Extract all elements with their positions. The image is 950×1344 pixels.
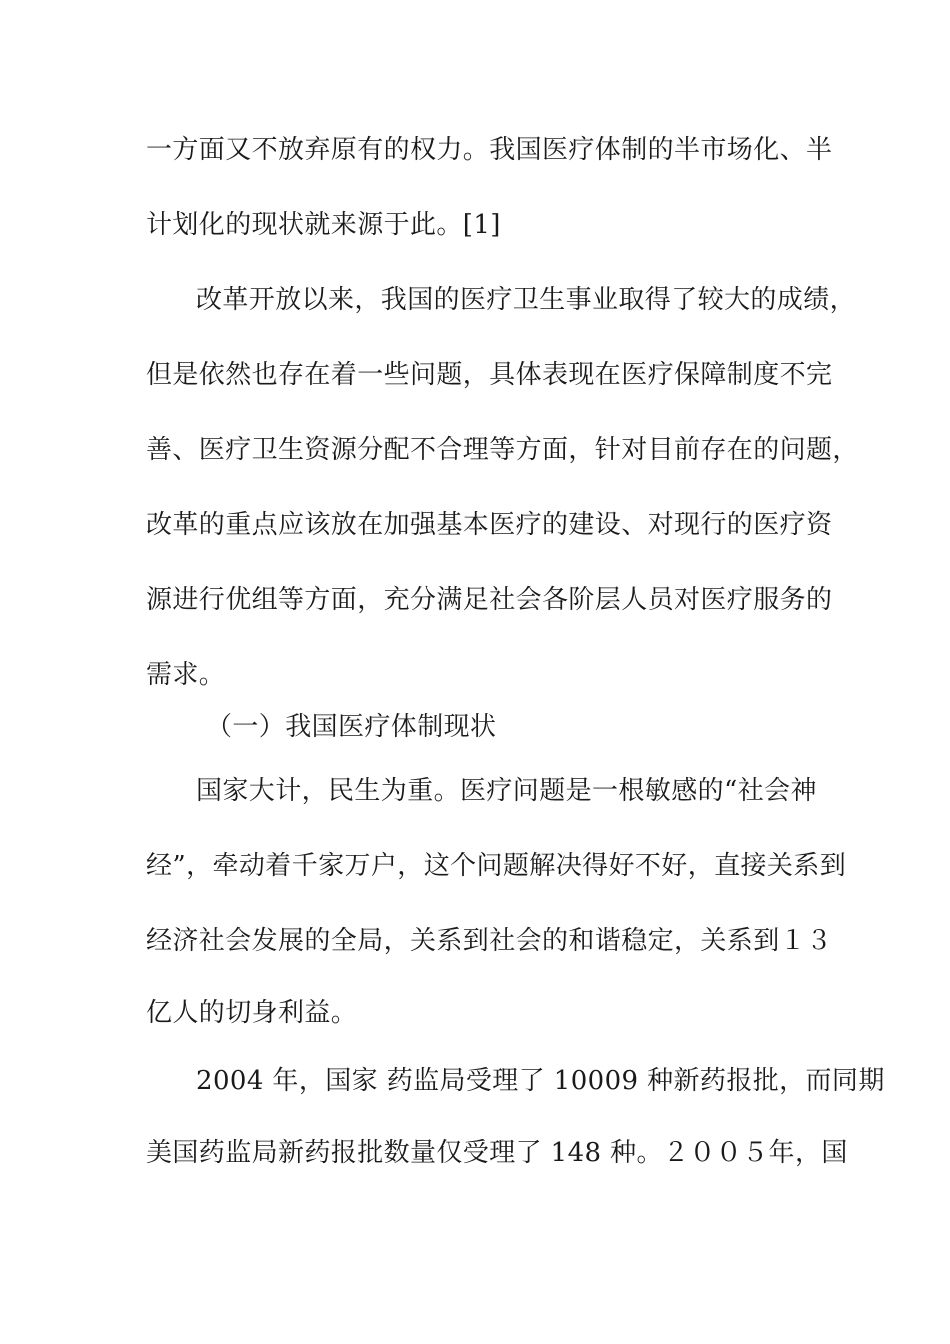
- paragraph-line: 善、医疗卫生资源分配不合理等方面，针对目前存在的问题，: [146, 435, 859, 465]
- paragraph-line: 2004 年，国家 药监局受理了 10009 种新药报批，而同期: [196, 1066, 885, 1096]
- paragraph-line: 计划化的现状就来源于此。[1]: [146, 210, 501, 240]
- paragraph-line: 但是依然也存在着一些问题，具体表现在医疗保障制度不完: [146, 360, 833, 390]
- paragraph-line: 需求。: [146, 660, 226, 690]
- paragraph-line: 改革开放以来，我国的医疗卫生事业取得了较大的成绩，: [196, 285, 857, 315]
- paragraph-line: 经”，牵动着千家万户，这个问题解决得好不好，直接关系到: [146, 851, 847, 881]
- paragraph-line: 国家大计，民生为重。医疗问题是一根敏感的“社会神: [196, 776, 817, 806]
- paragraph-line: 源进行优组等方面，充分满足社会各阶层人员对医疗服务的: [146, 585, 833, 615]
- paragraph-line: 亿人的切身利益。: [146, 998, 358, 1028]
- paragraph-line: 美国药监局新药报批数量仅受理了 148 种。２００５年，国: [146, 1138, 848, 1168]
- paragraph-line: 改革的重点应该放在加强基本医疗的建设、对现行的医疗资: [146, 510, 833, 540]
- paragraph-line: 经济社会发展的全局，关系到社会的和谐稳定，关系到１３: [146, 926, 833, 956]
- section-heading: （一）我国医疗体制现状: [206, 712, 497, 742]
- paragraph-line: 一方面又不放弃原有的权力。我国医疗体制的半市场化、半: [146, 135, 833, 165]
